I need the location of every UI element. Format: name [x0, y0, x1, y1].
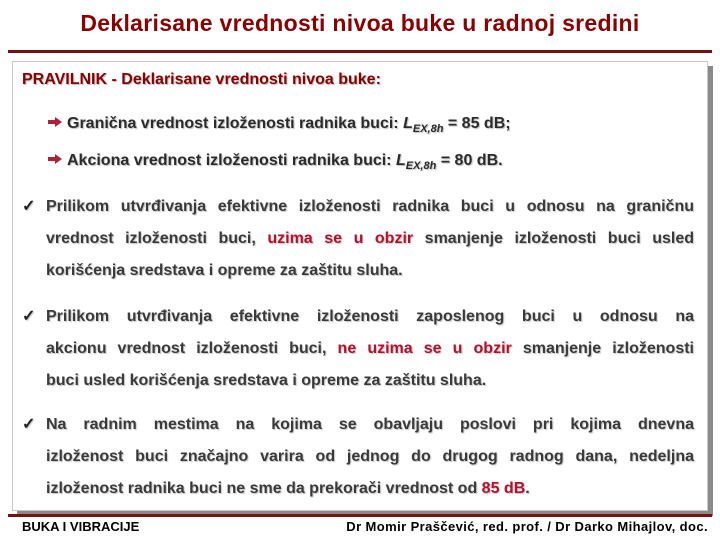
paragraph-line: Prilikom utvrđivanja efektivne izloženosti radnika buci u odnosu na graničnu [46, 198, 694, 215]
paragraph-line: akcionu vrednost izloženosti buci, ne uzima se u obzir smanjenje izloženosti [46, 340, 694, 357]
footer-course-title: BUKA I VIBRACIJE [22, 519, 140, 534]
slide-title: Deklarisane vrednosti nivoa buke u radnoj sredini [80, 10, 640, 36]
pravilnik-heading: PRAVILNIK - Deklarisane vrednosti nivoa buke: [22, 71, 381, 88]
checkmark-icon: ✓ [22, 416, 36, 433]
check-paragraph-3 [22, 409, 694, 505]
arrow-right-icon [48, 117, 62, 127]
paragraph-line: vrednost izloženosti buci, uzima se u obzir smanjenje izloženosti buci usled [46, 230, 695, 247]
checkmark-icon: ✓ [22, 308, 36, 325]
footer-authors: Dr Momir Praščević, red. prof. / Dr Darko Mihajlov, doc. [346, 519, 708, 534]
paragraph-line: buci usled korišćenja sredstava i opreme za zaštitu sluha. [46, 372, 487, 389]
check-paragraph-1 [22, 191, 694, 287]
paragraph-line: izloženost radnika buci ne sme da prekorači vrednost od 85 dB. [46, 480, 530, 497]
limit-subscript: EX,8h [412, 123, 444, 136]
limit-symbol: L [403, 115, 413, 132]
paragraph-line: Na radnim mestima na kojima se obavljaju poslovi pri kojima dnevna [46, 416, 694, 433]
limit-subscript: EX,8h [405, 160, 437, 173]
emphasis-text: 85 dB [481, 480, 526, 497]
limit-value: = 85 dB; [443, 115, 511, 132]
paragraph-line: Prilikom utvrđivanja efektivne izloženosti zaposlenog buci u odnosu na [46, 308, 694, 325]
limit-item-granicna [48, 115, 511, 135]
check-paragraph-2 [22, 301, 694, 397]
limit-value: = 80 dB. [436, 152, 503, 169]
limit-prefix: Granična vrednost izloženosti radnika buci: [67, 115, 404, 132]
title-divider [8, 50, 712, 53]
emphasis-text: ne uzima se u obzir [337, 340, 512, 357]
checkmark-icon: ✓ [22, 198, 36, 215]
limit-item-akciona [48, 152, 503, 172]
emphasis-text: uzima se u obzir [267, 230, 414, 247]
limit-symbol: L [395, 152, 406, 169]
arrow-right-icon [48, 154, 62, 164]
limit-prefix: Akciona vrednost izloženosti radnika buci: [67, 152, 396, 169]
footer-divider [8, 514, 712, 517]
paragraph-line: korišćenja sredstava i opreme za zaštitu sluha. [46, 262, 403, 279]
paragraph-line: izloženost buci značajno varira od jednog do drugog radnog dana, nedeljna [46, 448, 694, 465]
